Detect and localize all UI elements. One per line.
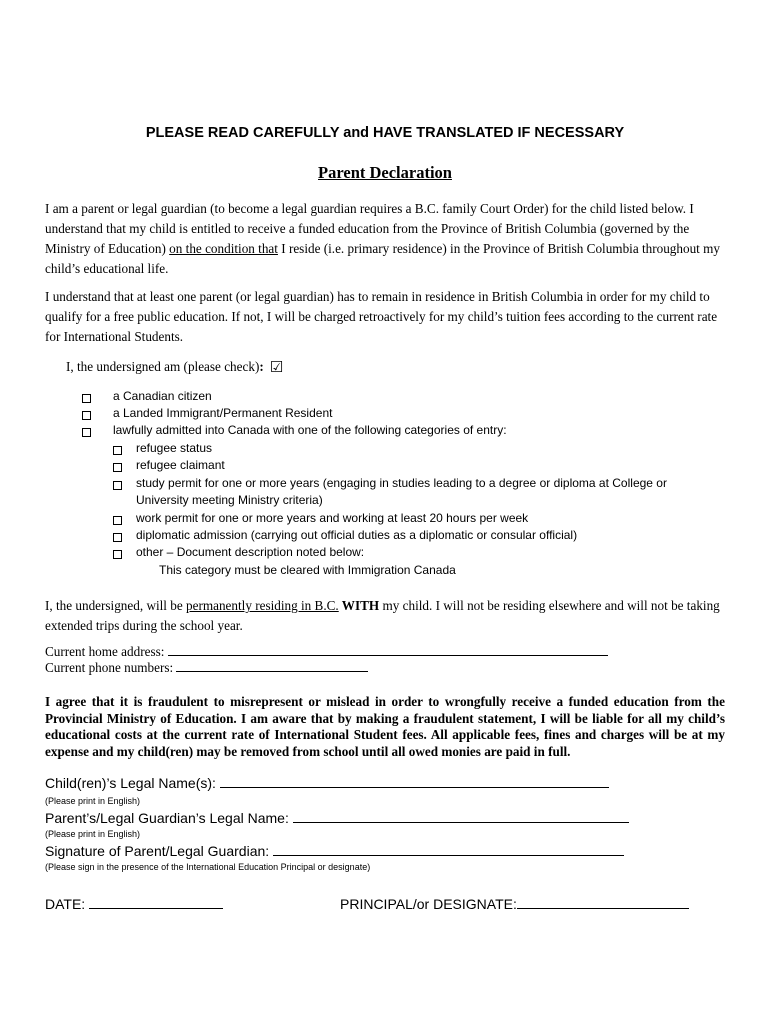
refugee-status-checkbox[interactable] <box>113 442 122 459</box>
guardian-name-field[interactable] <box>45 810 629 826</box>
home-address-input[interactable] <box>168 655 608 656</box>
permanent-residence-paragraph: I, the undersigned, will be permanently residing in B.C. WITH my child. I will not be residing elsewhere and will not be taking extended trips during the school year. <box>45 598 720 633</box>
lawfully-admitted-checkbox[interactable] <box>82 424 91 441</box>
tuition-fees-paragraph: I understand that at least one parent (or legal guardian) has to remain in residence in British Columbia in order for my child to qualify for a free public education. If not, I will be charged retroactively for my child’s tuition fees according to the current rate for International Students. <box>45 289 718 344</box>
date-field[interactable] <box>45 896 223 912</box>
option-landed-immigrant: a Landed Immigrant/Permanent Resident <box>113 406 333 420</box>
refugee-claimant-checkbox[interactable] <box>113 459 122 476</box>
status-check-label: I, the undersigned am (please check): ☑ <box>66 359 284 376</box>
work-permit-checkbox[interactable] <box>113 512 122 529</box>
phone-numbers-field[interactable] <box>45 660 368 676</box>
home-address-label: Current home address: <box>45 644 168 659</box>
phone-numbers-label: Current phone numbers: <box>45 660 177 675</box>
signature-field[interactable] <box>45 843 624 859</box>
page-title: Parent Declaration <box>318 163 452 182</box>
option-study-permit-continuation: University meeting Ministry criteria) <box>136 493 323 507</box>
checkmark-icon: ☑ <box>269 359 284 376</box>
option-refugee-claimant: refugee claimant <box>136 458 225 472</box>
landed-immigrant-checkbox[interactable] <box>82 407 91 424</box>
option-lawfully-admitted: lawfully admitted into Canada with one of the following categories of entry: <box>113 423 507 437</box>
option-other: other – Document description noted below: <box>136 545 365 559</box>
signature-note: (Please sign in the presence of the International Education Principal or designate) <box>45 862 371 872</box>
principal-label: PRINCIPAL/or DESIGNATE: <box>340 896 517 912</box>
principal-input[interactable] <box>517 908 689 909</box>
translation-warning-heading: PLEASE READ CAREFULLY and HAVE TRANSLATED IF NECESSARY <box>145 125 625 141</box>
other-category-note: This category must be cleared with Immigration Canada <box>159 563 456 577</box>
child-name-label: Child(ren)’s Legal Name(s): <box>45 775 220 791</box>
child-name-field[interactable] <box>45 775 609 791</box>
option-diplomatic-admission: diplomatic admission (carrying out official duties as a diplomatic or consular official) <box>136 528 578 542</box>
child-name-note: (Please print in English) <box>45 796 141 806</box>
date-input[interactable] <box>89 908 223 909</box>
date-label: DATE: <box>45 896 90 912</box>
study-permit-checkbox[interactable] <box>113 477 122 494</box>
citizen-checkbox[interactable] <box>82 390 91 407</box>
residency-condition-paragraph: I am a parent or legal guardian (to become a legal guardian requires a B.C. family Court Order) for the child listed below. I understand that my child is entitled to receive a funded education from the Province of British Columbia (governed by the Ministry of Education) on the condition that I reside (i.e. primary residence) in the Province of British Columbia throughout my child’s educational life. <box>45 201 720 276</box>
option-canadian-citizen: a Canadian citizen <box>113 389 212 403</box>
fraud-statement: I agree that it is fraudulent to misrepresent or mislead in order to wrongfully receive a funded education from the Provincial Ministry of Education. I am aware that by making a fraudulent statement, I will be liable for all my child’s educational costs at the current rate of International Student fees. All applicable fees, fines and charges will be at my expense and my child(ren) may be removed from school until all owed monies are paid in full. <box>45 694 725 759</box>
diplomatic-admission-checkbox[interactable] <box>113 529 122 546</box>
signature-label: Signature of Parent/Legal Guardian: <box>45 843 274 859</box>
home-address-field[interactable] <box>45 644 608 660</box>
other-checkbox[interactable] <box>113 546 122 563</box>
guardian-name-label: Parent’s/Legal Guardian’s Legal Name: <box>45 810 293 826</box>
principal-field[interactable] <box>340 896 689 912</box>
guardian-name-note: (Please print in English) <box>45 829 141 839</box>
phone-numbers-input[interactable] <box>176 671 368 672</box>
signature-input[interactable] <box>273 855 624 856</box>
option-refugee-status: refugee status <box>136 441 213 455</box>
option-study-permit: study permit for one or more years (engaging in studies leading to a degree or diploma at College or <box>136 476 667 490</box>
option-work-permit: work permit for one or more years and working at least 20 hours per week <box>136 511 529 525</box>
guardian-name-input[interactable] <box>293 822 629 823</box>
child-name-input[interactable] <box>220 787 609 788</box>
